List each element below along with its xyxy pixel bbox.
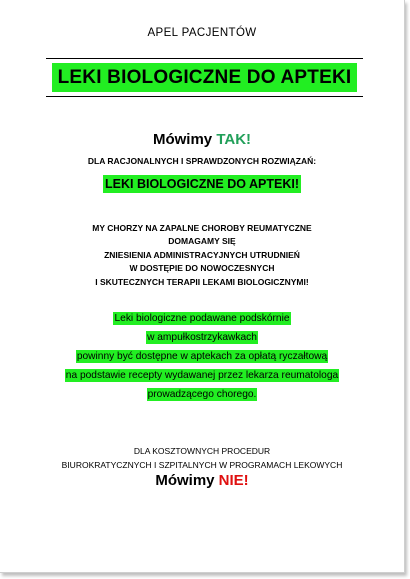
demand-line: I SKUTECZNYCH TERAPII LEKAMI BIOLOGICZNYMI!	[95, 276, 309, 287]
rational-solutions-line: DLA RACJONALNYCH I SPRAWDZONYCH ROZWIĄZAŃ:	[87, 156, 317, 166]
biologics-to-pharmacy-banner	[0, 177, 404, 191]
demand-line: DOMAGAMY SIĘ	[168, 236, 236, 247]
demand-line: MY CHORZY NA ZAPALNE CHOROBY REUMATYCZNE	[92, 223, 312, 233]
biologics-to-pharmacy-text: LEKI BIOLOGICZNE DO APTEKI!	[105, 177, 299, 191]
access-line: Leki biologiczne podawane podskórnie	[114, 313, 290, 324]
say-no-line	[0, 472, 404, 489]
demand-line: ZNIESIENIA ADMINISTRACYJNYCH UTRUDNIEŃ	[104, 249, 300, 260]
pharmacy-access-block	[0, 309, 404, 404]
access-line: na podstawie recepty wydawanej przez lekarza reumatologa	[65, 370, 339, 381]
access-line: prowadzącego chorego.	[147, 389, 257, 400]
headline-frame	[46, 58, 363, 97]
appeal-label: APEL PACJENTÓW	[147, 27, 257, 39]
access-line: w ampułkostrzykawkach	[147, 332, 257, 343]
say-no-word: NIE!	[218, 472, 249, 489]
costly-procedures-block	[0, 445, 404, 472]
say-yes-word: TAK!	[216, 131, 252, 148]
say-yes-line	[0, 131, 404, 148]
say-yes-prefix: Mówimy	[152, 131, 217, 148]
headline: LEKI BIOLOGICZNE DO APTEKI	[52, 63, 357, 92]
demand-line: W DOSTĘPIE DO NOWOCZESNYCH	[129, 263, 275, 274]
patients-demand-block	[0, 222, 404, 289]
procedures-line: BIUROKRATYCZNYCH I SZPITALNYCH W PROGRAMACH LEKOWYCH	[61, 459, 343, 470]
procedures-line: DLA KOSZTOWNYCH PROCEDUR	[133, 446, 271, 456]
say-no-prefix: Mówimy	[155, 472, 219, 489]
access-line: powinny być dostępne w aptekach za opłatą ryczałtową	[76, 351, 328, 362]
